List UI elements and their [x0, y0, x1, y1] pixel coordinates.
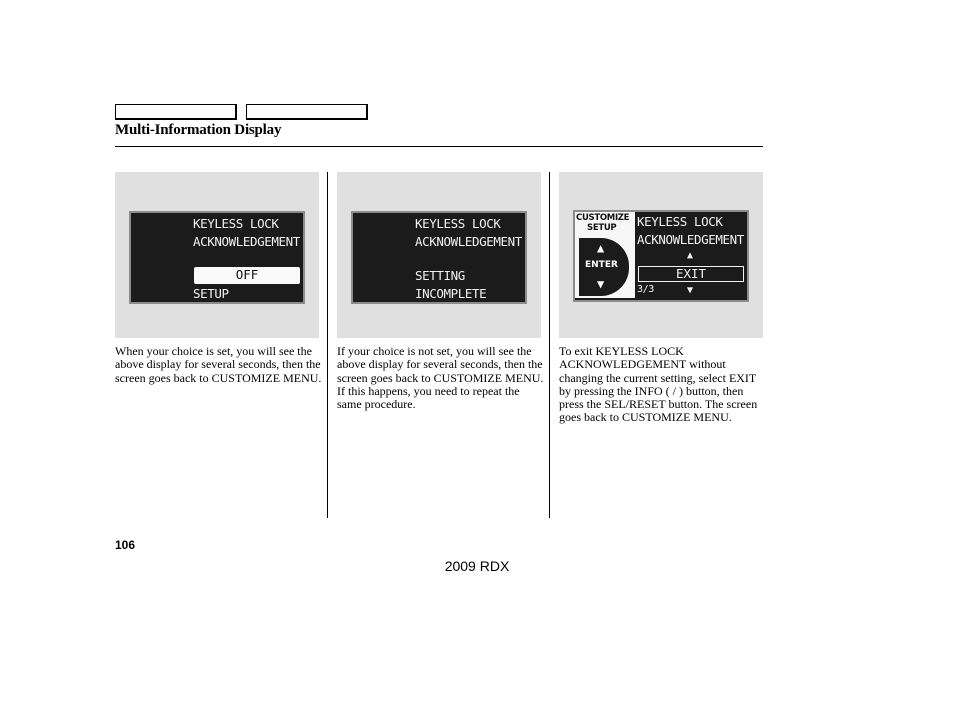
display-panel-3	[559, 172, 763, 338]
screen-line: INCOMPLETE	[415, 286, 487, 301]
paragraph-exit: To exit KEYLESS LOCK ACKNOWLEDGEMENT without changing the current setting, select EXIT by pressing the INFO ( / ) button, then press the SEL/RESET button. The screen goes back to CUSTOMIZE MENU.	[559, 344, 758, 425]
exit-option: EXIT	[638, 266, 744, 282]
down-arrow-icon: ▼	[597, 277, 605, 291]
up-arrow-icon: ▲	[687, 250, 694, 261]
sidebar-label-customize: CUSTOMIZE	[576, 213, 630, 223]
display-screen-1	[129, 211, 305, 304]
header-tab-box-2	[246, 104, 368, 120]
paragraph-not-set: If your choice is not set, you will see the above display for several seconds, then the screen goes back to CUSTOMIZE MENU. If this happens, you need to repeat the same procedure.	[337, 344, 544, 412]
screen-line: ACKNOWLEDGEMENT	[193, 234, 300, 249]
title-rule	[115, 146, 763, 147]
page-indicator: 3/3	[637, 284, 654, 295]
screen-line: KEYLESS LOCK	[637, 214, 723, 229]
sidebar-label-setup: SETUP	[587, 223, 617, 233]
display-panel-1	[115, 172, 319, 338]
display-screen-2	[351, 211, 527, 304]
enter-label: ENTER	[585, 260, 618, 270]
screen-line: SETUP	[193, 286, 229, 301]
page-title: Multi-Information Display	[115, 122, 282, 138]
down-arrow-icon: ▼	[687, 285, 694, 296]
screen-line: ACKNOWLEDGEMENT	[637, 232, 744, 247]
screen-line: KEYLESS LOCK	[415, 216, 501, 231]
paragraph-set: When your choice is set, you will see the above display for several seconds, then the screen goes back to CUSTOMIZE MENU.	[115, 344, 322, 385]
screen-line: KEYLESS LOCK	[193, 216, 279, 231]
page-number: 106	[115, 538, 136, 552]
column-divider-2	[549, 172, 550, 518]
selected-option-off: OFF	[194, 267, 300, 284]
screen-line: ACKNOWLEDGEMENT	[415, 234, 522, 249]
header-tab-box-1	[115, 104, 237, 120]
display-panel-2	[337, 172, 541, 338]
column-divider-1	[327, 172, 328, 518]
up-arrow-icon: ▲	[597, 241, 605, 255]
footer-model: 2009 RDX	[444, 558, 510, 574]
display-screen-3	[573, 210, 749, 302]
customize-setup-sidebar	[575, 212, 635, 298]
screen-line: SETTING	[415, 268, 465, 283]
